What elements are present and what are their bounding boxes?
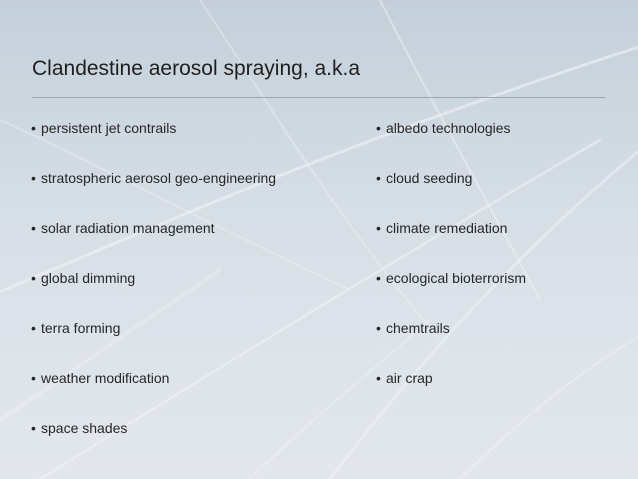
list-item-label: air crap <box>386 370 433 386</box>
list-item-label: albedo technologies <box>386 120 511 136</box>
list-item <box>31 317 361 367</box>
bullet-icon: • <box>376 370 381 386</box>
bullet-list-left <box>31 117 361 467</box>
bullet-icon: • <box>376 220 381 236</box>
bullet-icon: • <box>376 120 381 136</box>
bullet-icon: • <box>31 120 36 136</box>
bullet-icon: • <box>31 320 36 336</box>
bullet-icon: • <box>376 270 381 286</box>
list-item-label: solar radiation management <box>41 220 215 236</box>
list-item-label: cloud seeding <box>386 170 473 186</box>
list-item <box>376 167 616 217</box>
list-item <box>31 367 361 417</box>
list-item <box>376 367 616 417</box>
list-item <box>31 267 361 317</box>
list-item <box>31 167 361 217</box>
list-item-label: global dimming <box>41 270 136 286</box>
bullet-icon: • <box>376 170 381 186</box>
bullet-icon: • <box>376 320 381 336</box>
list-item <box>376 217 616 267</box>
bullet-icon: • <box>31 370 36 386</box>
list-item <box>376 317 616 367</box>
bullet-list-right <box>376 117 616 417</box>
list-item-label: weather modification <box>41 370 170 386</box>
list-item <box>31 117 361 167</box>
bullet-icon: • <box>31 170 36 186</box>
bullet-icon: • <box>31 420 36 436</box>
list-item <box>31 417 361 467</box>
list-item-label: stratospheric aerosol geo-engineering <box>41 170 277 186</box>
list-item-label: space shades <box>41 420 128 436</box>
bullet-icon: • <box>31 270 36 286</box>
title-divider <box>32 97 606 98</box>
list-item <box>31 217 361 267</box>
list-item-label: terra forming <box>41 320 121 336</box>
slide-title: Clandestine aerosol spraying, a.k.a <box>32 57 361 80</box>
list-item-label: chemtrails <box>386 320 450 336</box>
list-item-label: ecological bioterrorism <box>386 270 527 286</box>
list-item-label: persistent jet contrails <box>41 120 177 136</box>
list-item <box>376 117 616 167</box>
list-item <box>376 267 616 317</box>
list-item-label: climate remediation <box>386 220 508 236</box>
bullet-icon: • <box>31 220 36 236</box>
